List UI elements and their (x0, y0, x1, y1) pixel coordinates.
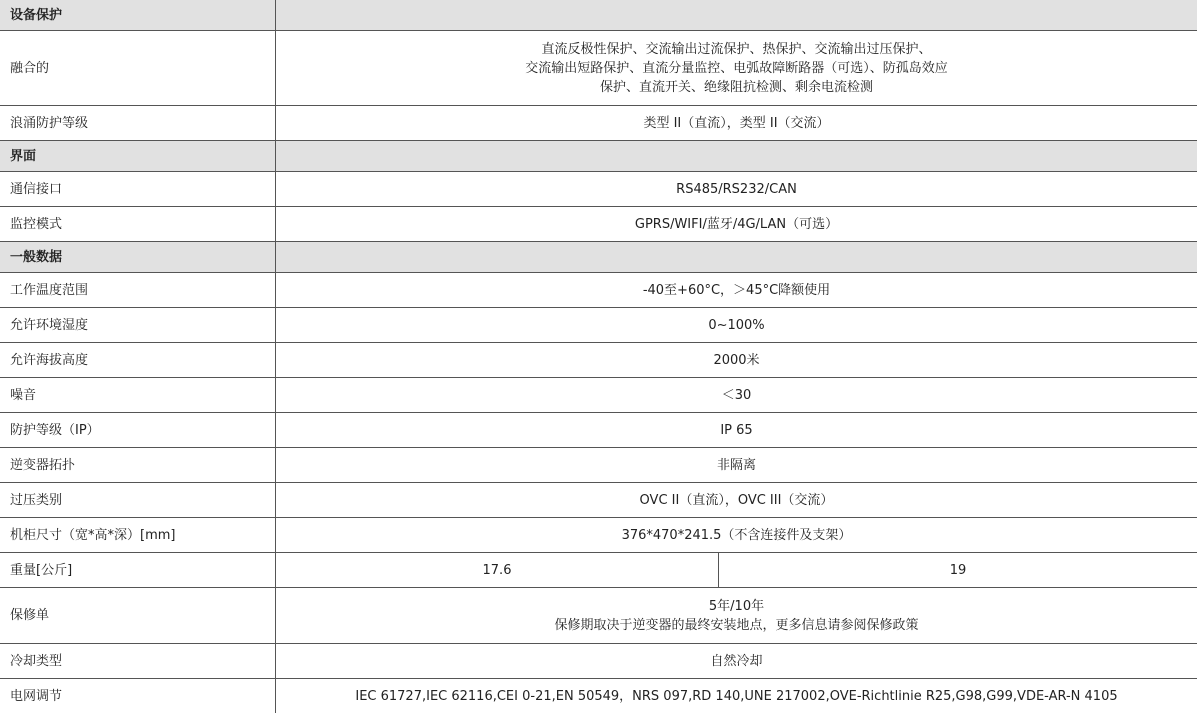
row-value (276, 31, 1197, 106)
section-header: 一般数据 (0, 242, 276, 273)
table-row (0, 106, 1197, 141)
row-label: 工作温度范围 (0, 273, 276, 308)
row-value: IEC 61727,IEC 62116,CEI 0-21,EN 50549，NRS 097,RD 140,UNE 217002,OVE-Richtlinie R25,G98,G99,VDE-AR-N 4105 (276, 679, 1197, 714)
row-label: 允许海拔高度 (0, 343, 276, 378)
section-header: 设备保护 (0, 0, 276, 31)
table-row (0, 172, 1197, 207)
row-value: OVC II（直流），OVC III（交流） (276, 483, 1197, 518)
row-label: 逆变器拓扑 (0, 448, 276, 483)
table-row (0, 378, 1197, 413)
value-line: 5年/10年 (708, 598, 765, 614)
row-label: 机柜尺寸（宽*高*深）[mm] (0, 518, 276, 553)
table-row (0, 273, 1197, 308)
row-label: 防护等级（IP） (0, 413, 276, 448)
section-row-device-protection (0, 0, 1197, 31)
row-label: 监控模式 (0, 207, 276, 242)
row-value: 2000米 (276, 343, 1197, 378)
row-label: 噪音 (0, 378, 276, 413)
row-label: 重量[公斤] (0, 553, 276, 588)
value-line: 直流反极性保护、交流输出过流保护、热保护、交流输出过压保护、 (541, 41, 932, 57)
table-row (0, 588, 1197, 644)
table-row-weight (0, 553, 1197, 588)
row-label: 过压类别 (0, 483, 276, 518)
row-label: 融合的 (0, 31, 276, 106)
value-line: 保护、直流开关、绝缘阻抗检测、剩余电流检测 (599, 79, 873, 95)
table-row (0, 644, 1197, 679)
row-label: 保修单 (0, 588, 276, 644)
row-label: 电网调节 (0, 679, 276, 714)
row-value: 非隔离 (276, 448, 1197, 483)
section-row-interface (0, 141, 1197, 172)
value-line: 保修期取决于逆变器的最终安装地点，更多信息请参阅保修政策 (554, 617, 919, 633)
section-row-general-data (0, 242, 1197, 273)
table-row (0, 308, 1197, 343)
table-row (0, 31, 1197, 106)
table-row (0, 448, 1197, 483)
row-value: RS485/RS232/CAN (276, 172, 1197, 207)
row-value: -40至+60°C，＞45°C降额使用 (276, 273, 1197, 308)
row-label: 浪涌防护等级 (0, 106, 276, 141)
table-row (0, 343, 1197, 378)
table-row (0, 483, 1197, 518)
value-line: 交流输出短路保护、直流分量监控、电弧故障断路器（可选）、防孤岛效应 (525, 60, 948, 76)
row-value (276, 588, 1197, 644)
table-row (0, 679, 1197, 714)
row-label: 冷却类型 (0, 644, 276, 679)
row-value-right: 19 (719, 553, 1197, 588)
row-value-left: 17.6 (276, 553, 719, 588)
row-value: 类型 II（直流），类型 II（交流） (276, 106, 1197, 141)
row-label: 允许环境湿度 (0, 308, 276, 343)
row-value: 0~100% (276, 308, 1197, 343)
table-row (0, 207, 1197, 242)
row-value: 376*470*241.5（不含连接件及支架） (276, 518, 1197, 553)
table-row (0, 518, 1197, 553)
row-value: IP 65 (276, 413, 1197, 448)
section-header: 界面 (0, 141, 276, 172)
table-row (0, 413, 1197, 448)
row-value: 自然冷却 (276, 644, 1197, 679)
row-value: GPRS/WIFI/蓝牙/4G/LAN（可选） (276, 207, 1197, 242)
row-value: ＜30 (276, 378, 1197, 413)
row-label: 通信接口 (0, 172, 276, 207)
